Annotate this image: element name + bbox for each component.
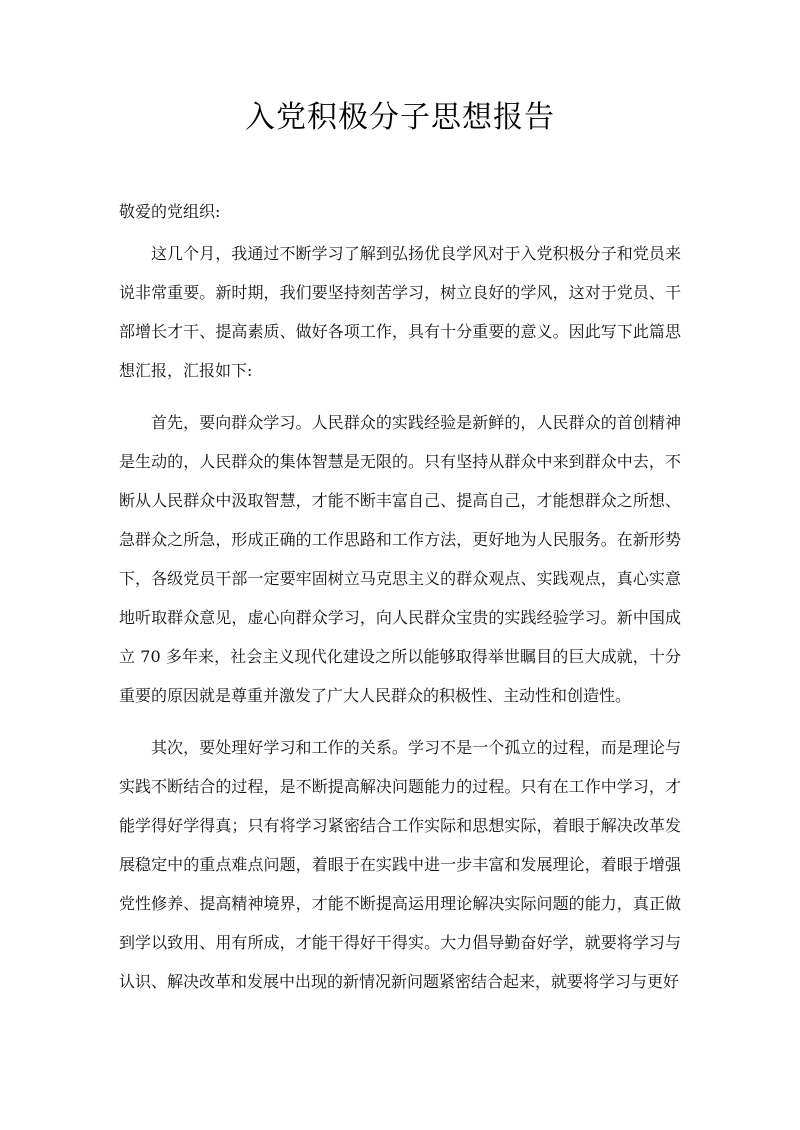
salutation: 敬爱的党组织: — [119, 202, 221, 221]
paragraph-3: 其次，要处理好学习和工作的关系。学习不是一个孤立的过程，而是理论与实践不断结合的过程，是不断提高解决问题能力的过程。只有在工作中学习，才能学得好学得真；只有将学习紧密结合工作实际和思想实际，着眼于解决改革发展稳定中的重点难点问题，着眼于在实践中进一步丰富和发展理论，着眼于增强党性修养、提高精神境界，才能不断提高运用理论解决实际问题的能力，真正做到学以致用、用有所成，才能干得好干得实。大力倡导勤奋好学，就要将学习与认识、解决改革和发展中出现的新情况新问题紧密结合起来，就要将学习与更好 — [119, 738, 681, 991]
document-body — [119, 234, 681, 1014]
paragraph-2: 首先，要向群众学习。人民群众的实践经验是新鲜的，人民群众的首创精神是生动的，人民群众的集体智慧是无限的。只有坚持从群众中来到群众中去，不断从人民群众中汲取智慧，才能不断丰富自己、提高自己，才能想群众之所想、急群众之所急，形成正确的工作思路和工作方法，更好地为人民服务。在新形势下，各级党员干部一定要牢固树立马克思主义的群众观点、实践观点，真心实意地听取群众意见，虚心向群众学习，向人民群众宝贵的实践经验学习。新中国成立 70 多年来，社会主义现代化建设之所以能够取得举世瞩目的巨大成就，十分重要的原因就是尊重并激发了广大人民群众的积极性、主动性和创造性。 — [119, 413, 681, 705]
paragraph-1: 这几个月，我通过不断学习了解到弘扬优良学风对于入党积极分子和党员来说非常重要。新时期，我们要坚持刻苦学习，树立良好的学风，这对于党员、干部增长才干、提高素质、做好各项工作，具有十分重要的意义。因此写下此篇思想汇报，汇报如下: — [119, 244, 681, 380]
document-title: 入党积极分子思想报告 — [245, 100, 555, 135]
